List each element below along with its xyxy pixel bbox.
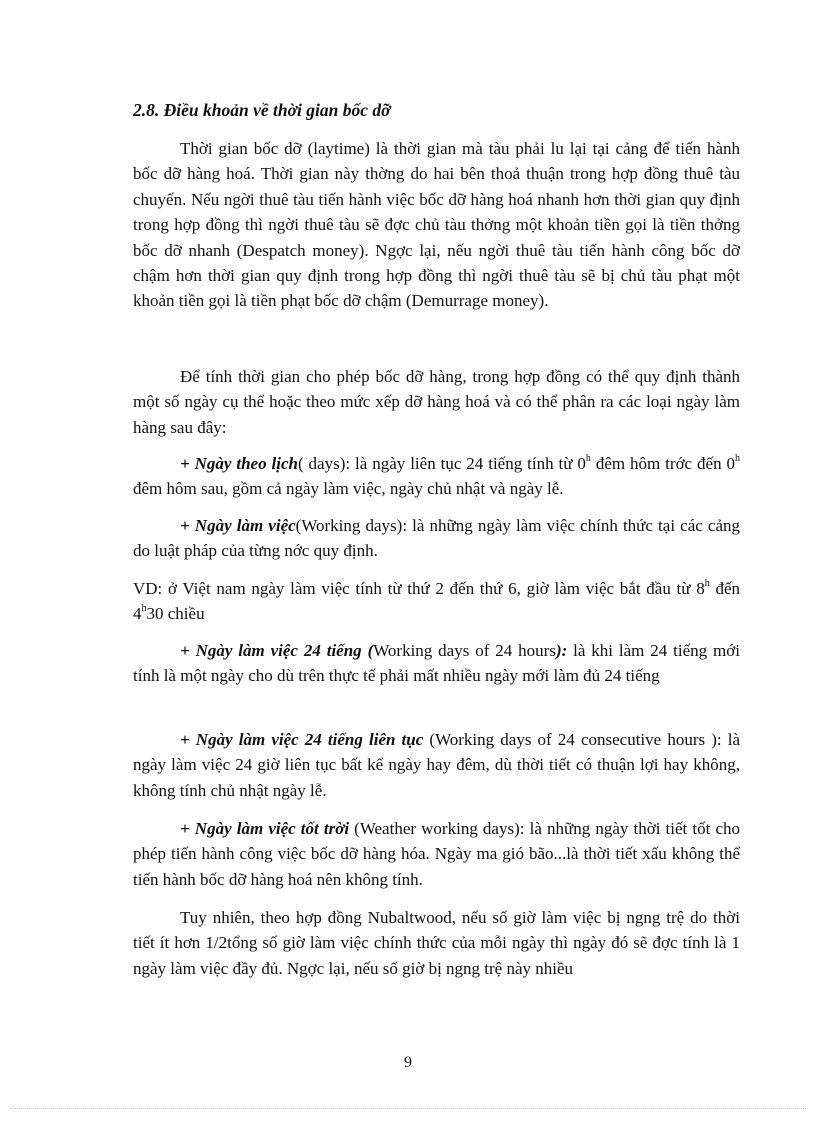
term-text: đêm hôm trớc đến 0 [590,454,735,473]
section-heading: 2.8. Điều khoản về thời gian bốc dỡ [133,100,391,120]
superscript: h [141,603,147,615]
term-text: đêm hôm sau, gồm cả ngày làm việc, ngày chủ nhật và ngày lễ. [133,479,564,499]
paragraph-24h-consecutive [133,727,740,803]
term-text: Working days of 24 hours [373,641,556,660]
superscript: h [704,578,710,589]
paragraph-nubaltwood: Tuy nhiên, theo hợp đồng Nubaltwood, nếu số giờ làm việc bị ngng trệ do thời tiết ít hơn 1/2tổng số giờ làm việc chính thức của mỗi ngày thì ngày đó sẽ đợc tính là 1 ngày làm việc đầy đủ. Ngợc lại, nếu số giờ bị ngng trệ này nhiều [133,908,740,978]
example-text: VD: ở Việt nam ngày làm việc tính từ thứ 2 đến thứ 6, giờ làm việc bắt đầu từ 8 [133,579,705,598]
term-label: + Ngày làm việc [180,516,296,535]
paragraph-day-types-intro: Để tính thời gian cho phép bốc dỡ hàng, trong hợp đồng có thể quy định thành một số ngày cụ thể hoặc theo mức xếp dỡ hàng hoá và có thể phân ra các loại ngày làm hàng sau đây: [133,367,740,437]
example-text: đến 4 [133,579,740,624]
paragraph-example [133,576,740,627]
page-bottom-divider [10,1108,806,1109]
superscript: h [585,453,591,464]
paragraph-laytime-definition: Thời gian bốc dỡ (laytime) là thời gian mà tàu phải lu lại tại cảng để tiến hành bốc dỡ hàng hoá. Thời gian này thờng do hai bên thoả thuận trong hợp đồng thuê tàu chuyến. Nếu ngời thuê tàu tiến hành việc bốc dỡ hàng hoá nhanh hơn thời gian quy định trong hợp đồng thì ngời thuê tàu sẽ đợc chủ tàu thởng một khoản tiền gọi là tiền thởng bốc dỡ nhanh (Despatch money). Ngợc lại, nếu ngời thuê tàu tiến hành công bốc dỡ chậm hơn thời gian quy định trong hợp đồng thì ngời thuê tàu sẽ bị chủ tàu phạt một khoản tiền gọi là tiền phạt bốc dỡ chậm (Demurrage money). [133,139,740,311]
paragraph-calendar-days [133,451,740,502]
page-number: 9 [404,1054,412,1071]
example-text: 30 chiều [146,604,205,624]
term-label-close: ): [555,641,568,660]
term-label: + Ngày theo lịch [180,454,298,473]
term-text: ( days): là ngày liên tục 24 tiếng tính từ 0 [297,454,586,473]
term-label: + Ngày làm việc 24 tiếng ( [180,641,374,660]
superscript: h [735,453,740,464]
paragraph-24h-working-days [133,638,740,689]
paragraph-weather-working-days [133,816,740,892]
term-text: là khi làm 24 tiếng mới tính là một ngày cho dù trên thực tế phải mất nhiều ngày mới làm đủ 24 tiếng [133,641,740,686]
term-text: (Weather working days): là những ngày thời tiết tốt cho phép tiến hành công việc bốc dỡ hàng hóa. Ngày ma gió bão...là thời tiết xấu không thể tiến hành bốc dỡ hàng hoá nên không tính. [133,819,740,889]
term-label: + Ngày làm việc 24 tiếng liên tục [180,730,424,749]
paragraph-working-days [133,513,740,564]
term-text: (Working days): là những ngày làm việc chính thức tại các cảng do luật pháp của từng nớc quy định. [133,516,741,561]
term-text: (Working days of 24 consecutive hours ): là ngày làm việc 24 giờ liên tục bất kể ngày hay đêm, dù thời tiết có thuận lợi hay không, không tính chủ nhật ngày lễ. [133,730,740,800]
term-label: + Ngày làm việc tốt trời [180,819,350,838]
